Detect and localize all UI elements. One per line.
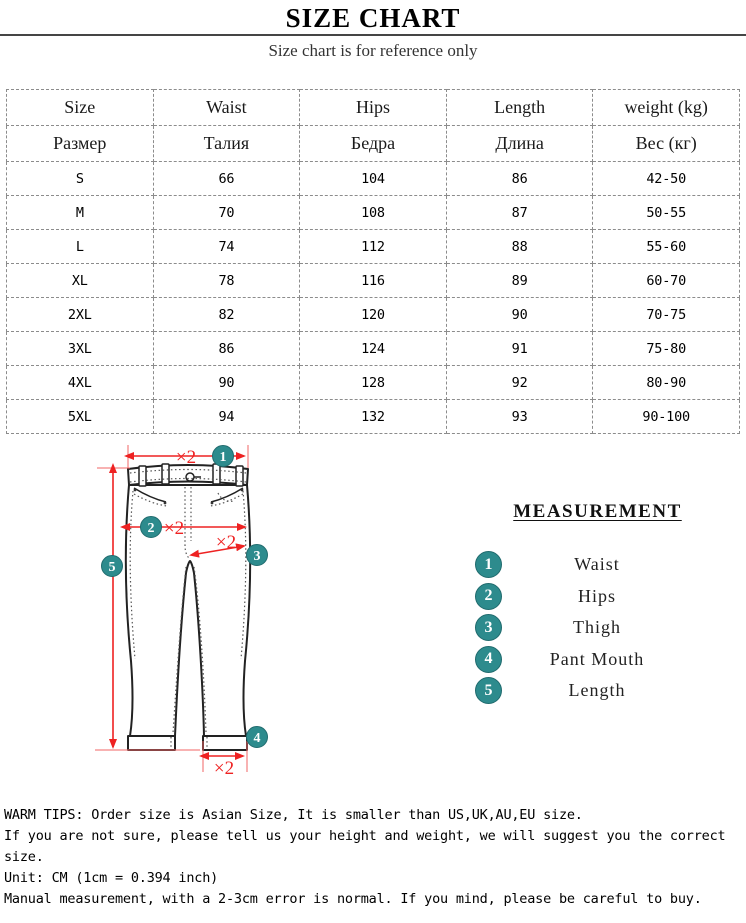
size-table-header: [7, 90, 740, 162]
waist-x2-label: ×2: [175, 447, 197, 468]
cell: M: [7, 196, 154, 230]
cell: 124: [300, 332, 447, 366]
cell: 86: [446, 162, 593, 196]
cell: 2XL: [7, 298, 154, 332]
table-row: [7, 298, 740, 332]
marker-badge-pant-mouth: [247, 727, 268, 748]
measurement-title: MEASUREMENT: [513, 501, 682, 522]
cell: 87: [446, 196, 593, 230]
col-hips-ru: Бедра: [300, 126, 447, 162]
size-table: [6, 89, 740, 434]
col-waist: Waist: [153, 90, 300, 126]
cell: 116: [300, 264, 447, 298]
cell: 70: [153, 196, 300, 230]
measurement-items: [440, 551, 740, 704]
cell: XL: [7, 264, 154, 298]
table-row: [7, 162, 740, 196]
subtitle: Size chart is for reference only: [268, 41, 478, 60]
table-row: [7, 196, 740, 230]
col-weight-ru: Вес (кг): [593, 126, 740, 162]
marker-badge-hips: [141, 517, 162, 538]
marker-badge-length: [102, 556, 123, 577]
cell: 4XL: [7, 366, 154, 400]
tips-line: WARM TIPS: Order size is Asian Size, It is smaller than US,UK,AU,EU size.: [4, 807, 583, 823]
pant-mouth-x2-label: ×2: [213, 758, 235, 779]
col-weight: weight (kg): [593, 90, 740, 126]
cell: 93: [446, 400, 593, 434]
legend-item-waist: [475, 551, 740, 578]
badge-1: 1: [475, 551, 502, 578]
cell: 88: [446, 230, 593, 264]
table-row: [7, 332, 740, 366]
cell: 89: [446, 264, 593, 298]
legend-label-length: Length: [568, 680, 626, 700]
measurement-legend: [440, 501, 740, 709]
cell: 80-90: [593, 366, 740, 400]
cell: 120: [300, 298, 447, 332]
tips-line: If you are not sure, please tell us your height and weight, we will suggest you the correct: [4, 828, 726, 844]
table-row: [7, 230, 740, 264]
cell: 90: [446, 298, 593, 332]
measurement-diagram-section: [0, 441, 746, 799]
thigh-x2-label: ×2: [215, 532, 237, 553]
svg-text:3: 3: [253, 549, 261, 564]
cell: 108: [300, 196, 447, 230]
svg-text:5: 5: [108, 560, 116, 575]
col-size: Size: [7, 90, 154, 126]
pants-diagram: [0, 441, 373, 799]
cell: 132: [300, 400, 447, 434]
col-hips: Hips: [300, 90, 447, 126]
cell: 70-75: [593, 298, 740, 332]
title-divider: [0, 34, 746, 36]
cell: 90-100: [593, 400, 740, 434]
tips-line: Manual measurement, with a 2-3cm error is normal. If you mind, please be careful to buy.: [4, 891, 702, 907]
cell: 3XL: [7, 332, 154, 366]
badge-2: 2: [475, 583, 502, 610]
tips-line: Unit: CM (1cm = 0.394 inch): [4, 870, 219, 886]
legend-item-hips: [475, 583, 740, 610]
header-row-ru: [7, 126, 740, 162]
svg-text:4: 4: [253, 731, 261, 746]
legend-label-pant-mouth: Pant Mouth: [549, 648, 645, 669]
cell: 104: [300, 162, 447, 196]
cell: 92: [446, 366, 593, 400]
cell: 91: [446, 332, 593, 366]
cell: 74: [153, 230, 300, 264]
legend-item-length: [475, 677, 740, 704]
page-title: SIZE CHART: [285, 3, 461, 33]
svg-text:1: 1: [219, 450, 227, 465]
warm-tips: [4, 805, 746, 910]
cell: 60-70: [593, 264, 740, 298]
cell: 94: [153, 400, 300, 434]
header-row-en: [7, 90, 740, 126]
tips-line: size.: [4, 849, 44, 865]
legend-item-pant-mouth: [475, 646, 740, 673]
pants-outline: [126, 465, 250, 750]
cell: 112: [300, 230, 447, 264]
col-length-ru: Длина: [446, 126, 593, 162]
table-row: [7, 264, 740, 298]
cell: 78: [153, 264, 300, 298]
table-row: [7, 400, 740, 434]
hips-x2-label: ×2: [163, 518, 185, 539]
cell: 55-60: [593, 230, 740, 264]
cell: 82: [153, 298, 300, 332]
cell: 42-50: [593, 162, 740, 196]
svg-text:2: 2: [147, 521, 155, 536]
legend-item-thigh: [475, 614, 740, 641]
cell: L: [7, 230, 154, 264]
legend-label-hips: Hips: [577, 585, 616, 606]
cell: 5XL: [7, 400, 154, 434]
badge-4: 4: [475, 646, 502, 673]
legend-label-thigh: Thigh: [573, 617, 621, 637]
col-length: Length: [446, 90, 593, 126]
table-row: [7, 366, 740, 400]
badge-5: 5: [475, 677, 502, 704]
marker-badge-waist: [213, 446, 234, 467]
cell: 50-55: [593, 196, 740, 230]
col-size-ru: Размер: [7, 126, 154, 162]
cell: 75-80: [593, 332, 740, 366]
col-waist-ru: Талия: [153, 126, 300, 162]
marker-badge-thigh: [247, 545, 268, 566]
legend-label-waist: Waist: [574, 554, 620, 574]
cell: 86: [153, 332, 300, 366]
cell: 90: [153, 366, 300, 400]
header: [0, 0, 746, 61]
badge-3: 3: [475, 614, 502, 641]
cell: 128: [300, 366, 447, 400]
size-table-body: [7, 162, 740, 434]
cell: S: [7, 162, 154, 196]
cell: 66: [153, 162, 300, 196]
